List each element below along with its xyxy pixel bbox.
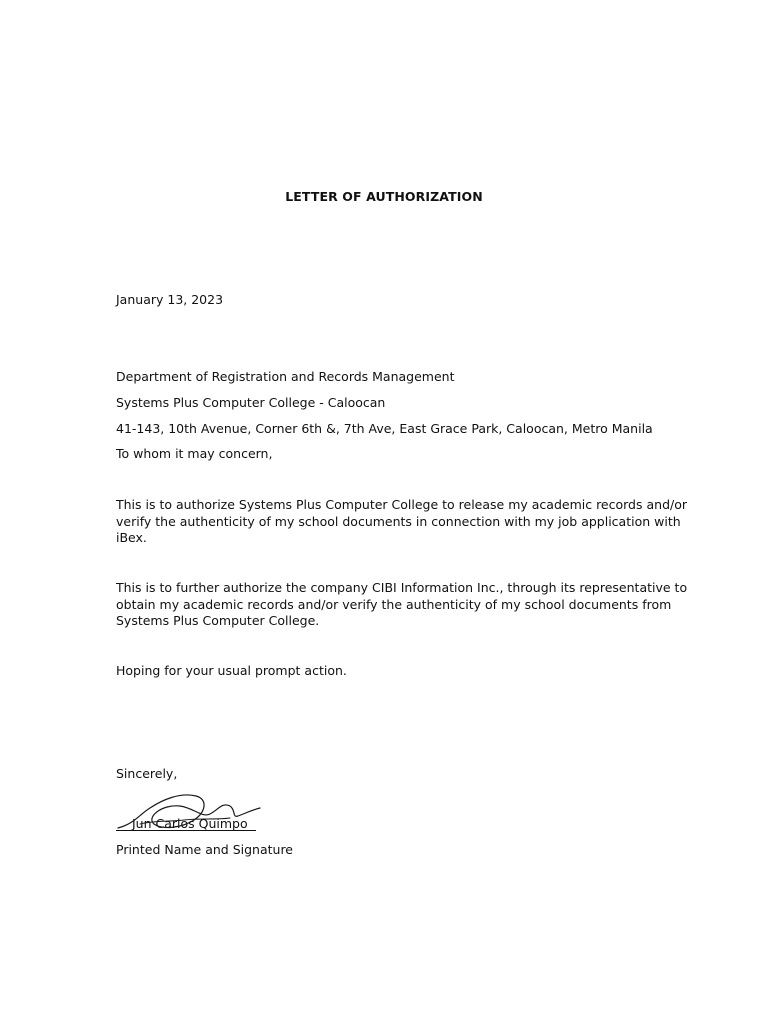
paragraph-line: This is to further authorize the company CIBI Information Inc., through its representative to [116,580,688,595]
paragraph-line: This is to authorize Systems Plus Computer College to release my academic records and/or [116,497,687,512]
recipient-address: 41-143, 10th Avenue, Corner 6th &, 7th Ave, East Grace Park, Caloocan, Metro Manila [116,421,653,436]
paragraph-line: iBex. [116,530,147,545]
paragraph-authorize-release [116,497,687,547]
salutation: To whom it may concern, [116,446,273,461]
letter-title: LETTER OF AUTHORIZATION [285,189,483,204]
paragraph-line: Systems Plus Computer College. [116,613,320,628]
letter-date: January 13, 2023 [116,292,224,307]
signature-caption: Printed Name and Signature [116,842,293,857]
closing-line: Hoping for your usual prompt action. [116,663,347,678]
paragraph-further-authorize [116,580,688,630]
recipient-school: Systems Plus Computer College - Caloocan [116,395,386,410]
paragraph-line: verify the authenticity of my school documents in connection with my job application with [116,513,681,529]
paragraph-line: obtain my academic records and/or verify the authenticity of my school documents from [116,596,672,612]
recipient-department: Department of Registration and Records Management [116,369,455,384]
signatory-name: Jun Carlos Quimpo [132,816,248,831]
handwritten-signature-icon [110,784,270,840]
valediction: Sincerely, [116,766,178,781]
